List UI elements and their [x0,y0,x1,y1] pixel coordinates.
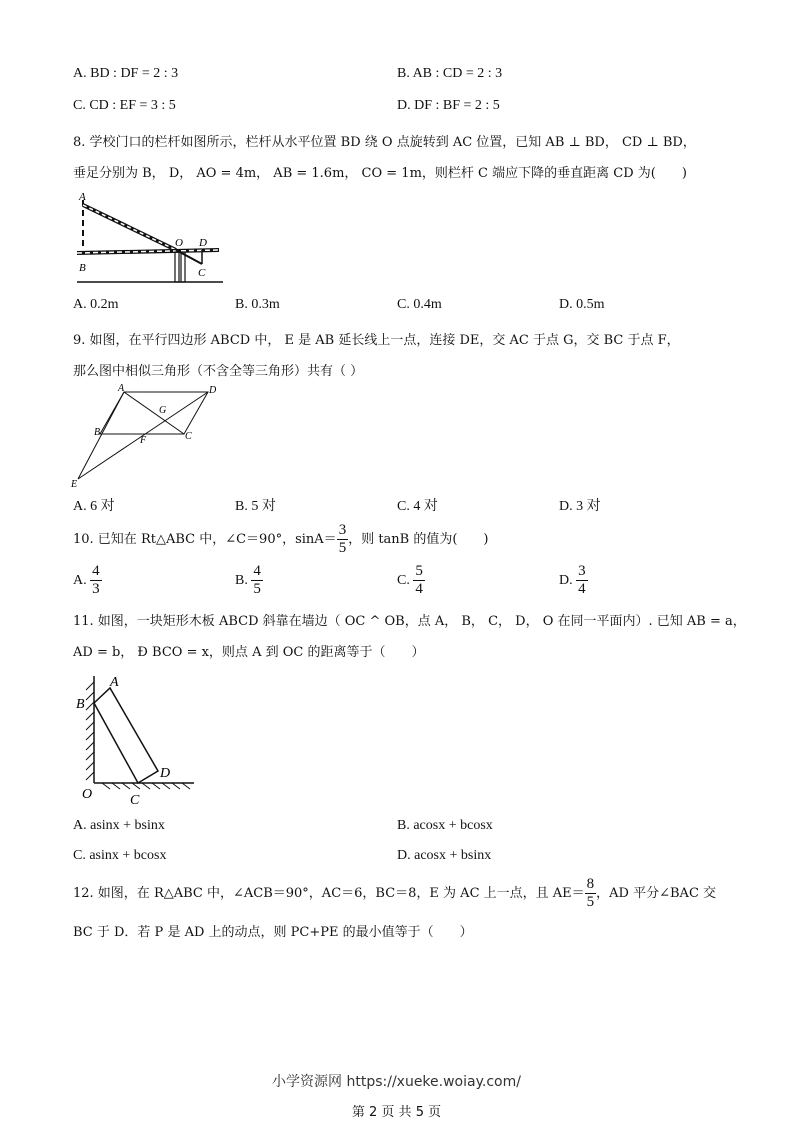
q9-figure-parallelogram [68,383,228,489]
q11-option-b: B. acosx + bcosx [397,818,493,833]
q12-stem-line2: BC 于 D．若 P 是 AD 上的动点，则 PC+PE 的最小值等于（ ） [73,925,473,940]
q9-option-d: D. 3 对 [559,499,601,514]
q8-option-d: D. 0.5m [559,297,605,312]
wall-hatching [86,682,94,780]
floor-hatching [102,783,190,789]
q10-frac-num: 3 [338,522,347,538]
q7-option-d: D. DF : BF = 2 : 5 [397,98,500,113]
label-c: C [198,267,206,279]
q8-figure-railing [73,188,233,288]
q11-option-d: D. acosx + bsinx [397,848,492,863]
label-a: A [118,383,125,394]
label-e: E [71,479,78,489]
q10-option-c-num: 5 [415,563,423,580]
q10-option-a-den: 3 [92,581,100,598]
q12-stem-line1 [73,874,716,914]
q10-option-b-den: 5 [253,581,261,598]
label-d: D [160,766,171,781]
q8-option-a: A. 0.2m [73,297,119,312]
q11-stem-line2: AD = b， Ð BCO = x，则点 A 到 OC 的距离等于（ ） [73,645,425,660]
label-a: A [110,675,119,690]
q7-option-b: B. AB : CD = 2 : 3 [397,66,503,81]
label-b: B [76,697,85,712]
q10-stem [73,520,489,560]
q10-sina-fraction [337,522,349,557]
post-right [181,252,185,282]
q7-option-c: C. CD : EF = 3 : 5 [73,98,176,113]
label-o: O [175,237,183,249]
q10-option-d-den: 4 [578,581,586,598]
q7-option-a: A. BD : DF = 2 : 3 [73,66,179,81]
q10-option-d-label: D. [559,573,573,588]
page-number: 第 2 页 共 5 页 [351,1105,442,1120]
q11-option-a: A. asinx + bsinx [73,818,165,833]
q9-option-c: C. 4 对 [397,499,438,514]
q10-option-c [397,562,425,600]
line-ae [78,392,124,479]
label-c: C [185,431,192,442]
q10-option-b-label: B. [235,573,248,588]
q10-stem-prefix: 10. 已知在 Rt△ABC 中，∠C＝90°，sinA＝ [73,532,337,547]
q10-frac-den: 5 [338,540,347,556]
q8-option-b: B. 0.3m [235,297,280,312]
q12-ae-fraction [585,876,597,911]
q10-stem-suffix: ，则 tanB 的值为( ) [348,532,489,547]
q10-option-a-num: 4 [92,563,100,580]
label-b: B [79,262,86,274]
label-a: A [79,191,86,203]
rail-ac-stripe [83,205,176,250]
q12-stem-suffix: ，AD 平分∠BAC 交 [596,886,717,901]
q10-option-d-num: 3 [578,563,586,580]
q10-option-c-label: C. [397,573,410,588]
q9-option-a: A. 6 对 [73,499,115,514]
q11-option-c: C. asinx + bcosx [73,848,167,863]
q10-option-c-den: 4 [415,581,423,598]
label-o: O [82,787,93,802]
q9-stem-line2: 那么图中相似三角形（不含全等三角形）共有（ ） [73,364,364,379]
q12-stem-prefix: 12. 如图，在 R△ABC 中，∠ACB＝90°，AC＝6，BC＝8，E 为 AC 上一点，且 AE＝ [73,886,585,901]
q11-stem-line1: 11. 如图，一块矩形木板 ABCD 斜靠在墙边（ OC ^ OB，点 A， B， C， D， O 在同一平面内）. 已知 AB = a， [73,614,746,629]
post-left [175,252,179,282]
footer-watermark: 小学资源网 https://xueke.woiay.com/ [272,1074,521,1090]
label-g: G [159,405,167,416]
q11-figure-board [72,668,202,810]
q10-option-b [235,562,263,600]
q10-option-d [559,562,588,600]
q9-option-b: B. 5 对 [235,499,276,514]
q8-option-c: C. 0.4m [397,297,442,312]
q10-option-b-num: 4 [253,563,261,580]
label-c: C [130,793,140,808]
label-d: D [199,237,207,249]
q8-stem-line1: 8. 学校门口的栏杆如图所示，栏杆从水平位置 BD 绕 O 点旋转到 AC 位置，已知 AB ⊥ BD， CD ⊥ BD， [73,135,696,150]
q10-option-a-label: A. [73,573,87,588]
q9-stem-line1: 9. 如图，在平行四边形 ABCD 中， E 是 AB 延长线上一点，连接 DE，交 AC 于点 G，交 BC 于点 F， [73,333,680,348]
q12-frac-den: 5 [586,894,595,910]
rectangle-abcd [94,688,158,783]
label-f: F [140,435,147,446]
q8-stem-line2: 垂足分别为 B， D， AO = 4m， AB = 1.6m， CO = 1m，则栏杆 C 端应下降的垂直距离 CD 为( ) [73,166,687,181]
q10-option-a [73,562,102,600]
label-d: D [209,385,217,396]
q12-frac-num: 8 [586,876,595,892]
label-b: B [94,427,101,438]
